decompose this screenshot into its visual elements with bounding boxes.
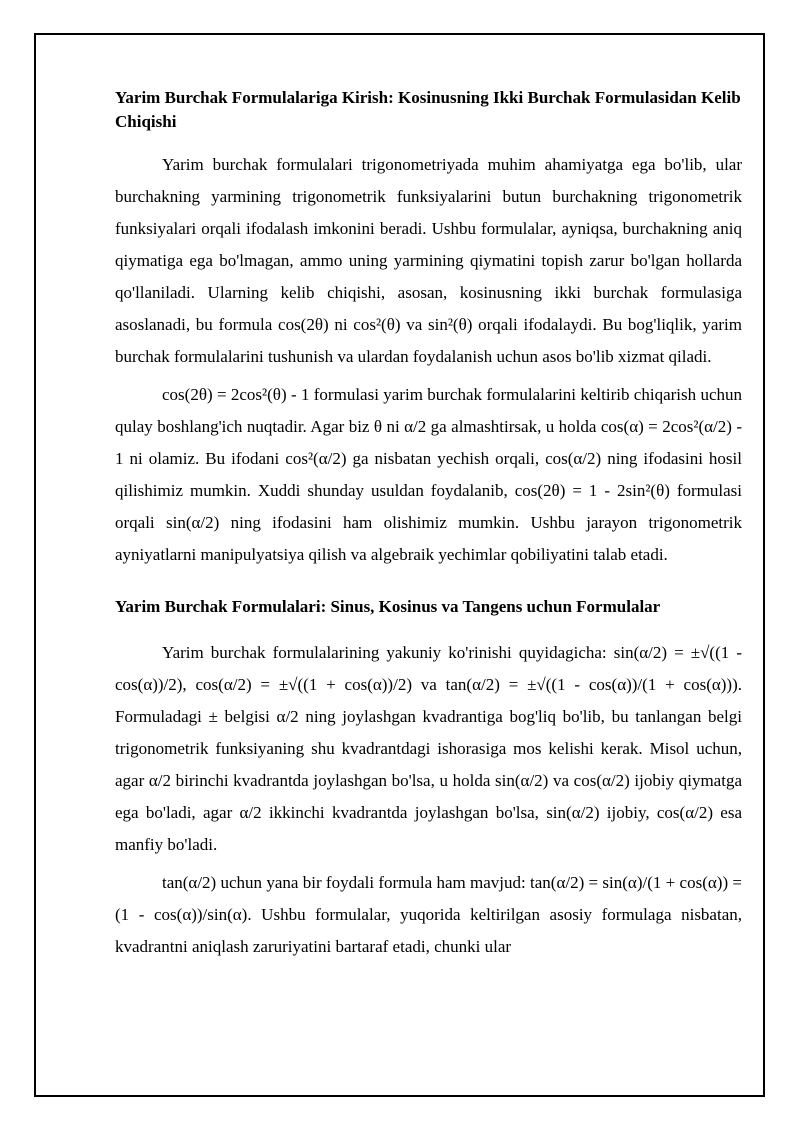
paragraph: Yarim burchak formulalari trigonometriyada muhim ahamiyatga ega bo'lib, ular burchakning yarmining trigonometrik funksiyalarini butun burchakning trigonometrik funksiyalari orqali ifodalash imkonini beradi. Ushbu formulalar, ayniqsa, burchakning aniq qiymatiga ega bo'lmagan, ammo uning yarmining qiymatini topish zarur bo'lgan hollarda qo'llaniladi. Ularning kelib chiqishi, asosan, kosinusning ikki burchak formulasiga asoslanadi, bu formula cos(2θ) ni cos²(θ) va sin²(θ) orqali ifodalaydi. Bu bog'liqlik, yarim burchak formulalarini tushunish va ulardan foydalanish uchun asos bo'lib xizmat qiladi.	[115, 155, 742, 366]
document-body	[115, 86, 742, 963]
paragraph: Yarim burchak formulalarining yakuniy ko'rinishi quyidagicha: sin(α/2) = ±√((1 - cos(α))/2), cos(α/2) = ±√((1 + cos(α))/2) va tan(α/2) = ±√((1 - cos(α))/(1 + cos(α))). Formuladagi ± belgisi α/2 ning joylashgan kvadrantiga bog'liq bo'lib, bu tanlangan belgi trigonometrik funksiyaning shu kvadrantdagi ishorasiga mos kelishi kerak. Misol uchun, agar α/2 birinchi kvadrantda joylashgan bo'lsa, u holda sin(α/2) va cos(α/2) ijobiy qiymatga ega bo'ladi, agar α/2 ikkinchi kvadrantda joylashgan bo'lsa, sin(α/2) ijobiy, cos(α/2) esa manfiy bo'ladi.	[115, 643, 742, 854]
section-heading-intro: Yarim Burchak Formulalariga Kirish: Kosinusning Ikki Burchak Formulasidan Kelib Chiqishi	[115, 88, 741, 131]
paragraph: tan(α/2) uchun yana bir foydali formula ham mavjud: tan(α/2) = sin(α)/(1 + cos(α)) = (1 - cos(α))/sin(α). Ushbu formulalar, yuqorida keltirilgan asosiy formulaga nisbatan, kvadrantni aniqlash zaruriyatini bartaraf etadi, chunki ular	[115, 873, 742, 956]
section-heading-formulas: Yarim Burchak Formulalari: Sinus, Kosinus va Tangens uchun Formulalar	[115, 597, 661, 616]
paragraph: cos(2θ) = 2cos²(θ) - 1 formulasi yarim burchak formulalarini keltirib chiqarish uchun qulay boshlang'ich nuqtadir. Agar biz θ ni α/2 ga almashtirsak, u holda cos(α) = 2cos²(α/2) - 1 ni olamiz. Bu ifodani cos²(α/2) ga nisbatan yechish orqali, cos(α/2) ning ifodasini hosil qilishimiz mumkin. Xuddi shunday usuldan foydalanib, cos(2θ) = 1 - 2sin²(θ) formulasi orqali sin(α/2) ning ifodasini ham olishimiz mumkin. Ushbu jarayon trigonometrik ayniyatlarni manipulyatsiya qilish va algebraik yechimlar qobiliyatini talab etadi.	[115, 385, 742, 564]
